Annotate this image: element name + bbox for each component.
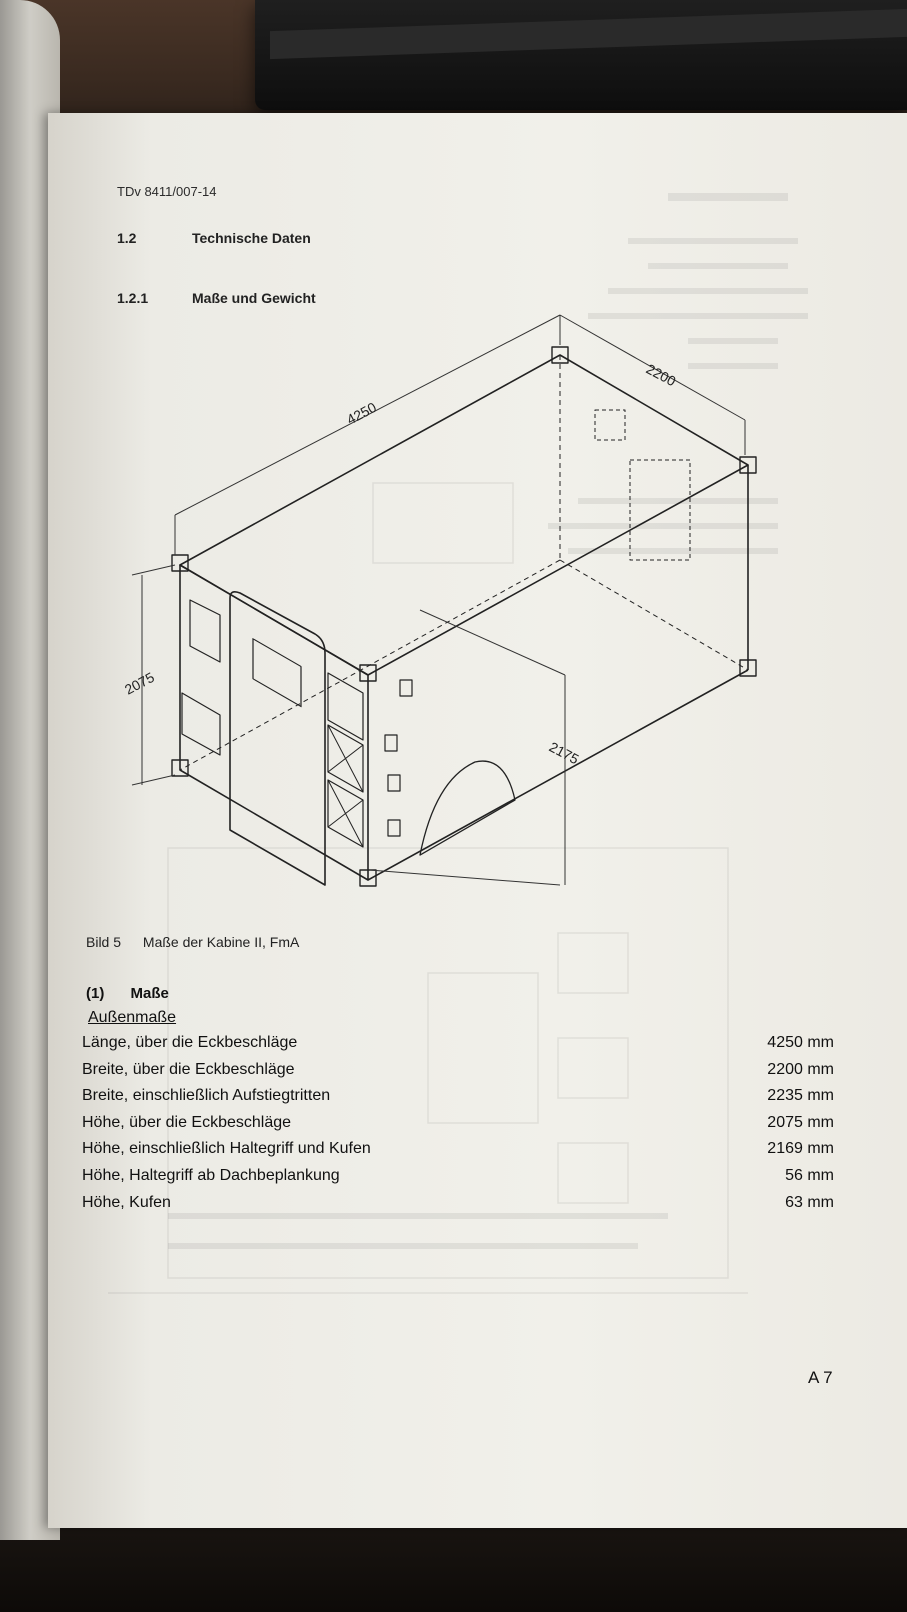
masse-number: (1) (86, 985, 105, 1002)
table-row (82, 1087, 834, 1114)
cabin-top-face (180, 355, 748, 675)
cabin-drawing (120, 310, 800, 910)
row-value: 56 mm (785, 1166, 834, 1184)
row-label: Höhe, Haltegriff ab Dachbeplankung (82, 1166, 340, 1184)
row-label: Höhe, über die Eckbeschläge (82, 1113, 292, 1131)
row-label: Länge, über die Eckbeschläge (82, 1034, 298, 1051)
dimension-length-label: 4250 (343, 398, 379, 428)
section-number: 1.2 (117, 230, 137, 246)
row-label: Breite, einschließlich Aufstiegtritten (82, 1087, 331, 1105)
dimension-inner-height-label: 2175 (546, 738, 582, 768)
row-value: 4250 mm (767, 1034, 834, 1051)
row-label: Höhe, einschließlich Haltegriff und Kufen (82, 1140, 371, 1158)
dimension-height-label: 2075 (121, 668, 157, 698)
figure-label: Bild 5 (86, 934, 122, 950)
masse-title: Maße (130, 985, 169, 1002)
table-row (82, 1034, 834, 1061)
row-label: Breite, über die Eckbeschläge (82, 1060, 295, 1078)
row-value: 63 mm (785, 1193, 834, 1211)
section-number: 1.2.1 (117, 290, 149, 306)
table-row (82, 1114, 834, 1141)
section-heading-dimensions (117, 290, 316, 306)
table-row (82, 1194, 834, 1221)
row-value: 2235 mm (767, 1087, 834, 1105)
section-heading-technical-data (117, 230, 311, 246)
table-row (82, 1167, 834, 1194)
row-value: 2200 mm (767, 1060, 834, 1078)
section-title: Maße und Gewicht (192, 290, 316, 306)
table-row (82, 1061, 834, 1088)
figure-caption (86, 934, 299, 950)
page-number: A 7 (808, 1368, 833, 1387)
section-title: Technische Daten (192, 230, 311, 246)
dimension-width-label: 2200 (643, 360, 679, 390)
masse-heading (86, 985, 169, 1002)
row-label: Höhe, Kufen (82, 1193, 171, 1211)
row-value: 2169 mm (767, 1140, 834, 1158)
dimensions-table (82, 1034, 834, 1220)
row-value: 2075 mm (767, 1113, 834, 1131)
document-header: TDv 8411/007-14 (117, 184, 217, 199)
figure-caption-text: Maße der Kabine II, FmA (142, 934, 300, 950)
aussenmasse-subheading: Außenmaße (88, 1009, 177, 1026)
table-row (82, 1140, 834, 1167)
